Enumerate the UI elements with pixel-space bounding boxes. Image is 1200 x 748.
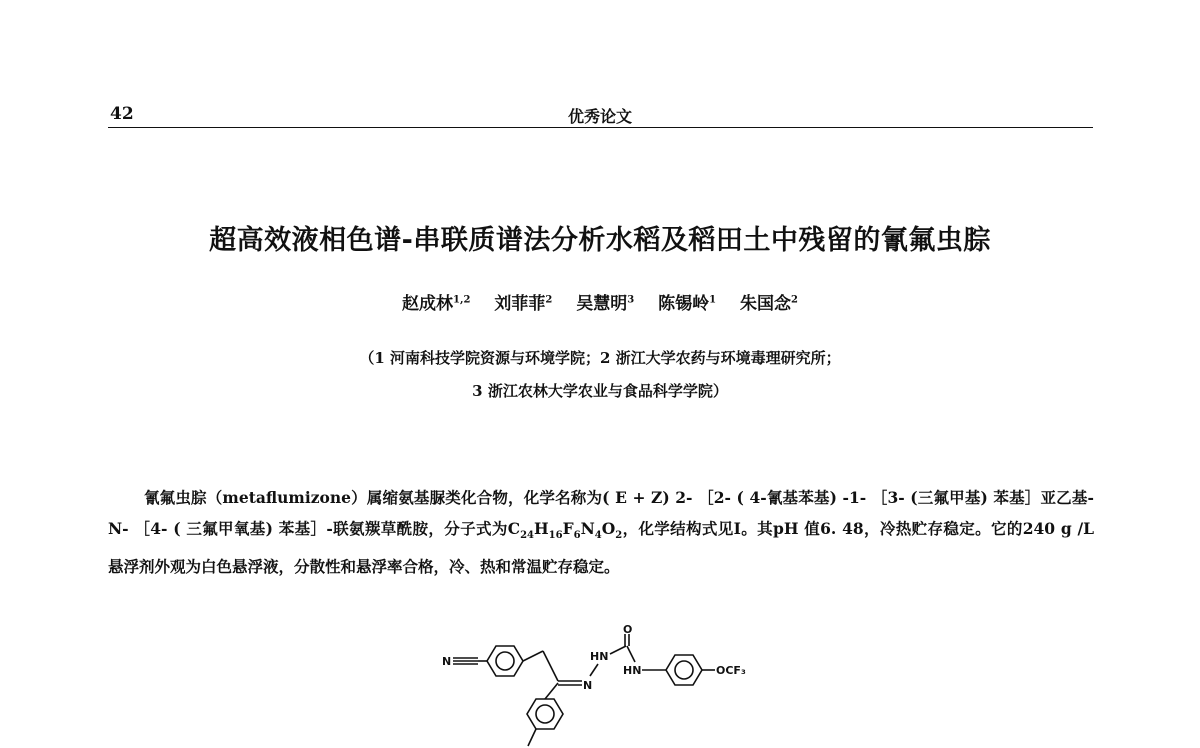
benzene-ring (487, 646, 523, 676)
running-header: 优秀论文 (567, 107, 632, 126)
bond (610, 646, 626, 654)
author (658, 294, 716, 314)
formula-element: F (562, 519, 574, 538)
bond (543, 651, 558, 681)
formula-element: O (601, 519, 616, 538)
author-affiliation-mark: 2 (791, 294, 798, 306)
author-list (0, 289, 1200, 314)
formula-subscript: 6 (573, 530, 581, 542)
author-name: 陈锡岭 (658, 294, 710, 314)
header-rule (108, 127, 1093, 128)
bond (545, 683, 558, 699)
bond (528, 729, 536, 746)
benzene-ring (666, 655, 702, 685)
article-title: 超高效液相色谱-串联质谱法分析水稻及稻田土中残留的氰氟虫腙 (209, 225, 991, 256)
author-name: 吴慧明 (576, 294, 628, 314)
carbonyl-o-label: O (623, 624, 633, 636)
ring-aromatic-circle (536, 705, 554, 723)
imine-n-label: N (583, 679, 593, 692)
author-name: 刘菲菲 (494, 294, 546, 314)
author (402, 294, 470, 314)
formula-element: H (534, 519, 549, 538)
body-paragraph (108, 482, 1094, 582)
benzene-ring (527, 699, 563, 729)
page-number: 42 (110, 104, 134, 124)
author-name: 赵成林 (402, 294, 454, 314)
paragraph-text: ，化学结构式见I。其pH 值6. 48，冷热贮存稳定。它的240 g /L 悬浮剂外观为白色悬浮液，分散性和悬浮率合格，冷、热和常温贮存稳定。 (108, 519, 1095, 577)
trifluoromethoxy-label: OCF₃ (716, 664, 746, 677)
formula-subscript: 4 (594, 530, 602, 542)
author-affiliation-mark: 3 (627, 294, 635, 306)
nitrile-n-label: N (442, 655, 452, 668)
affiliation-line-2: 3 浙江农林大学农业与食品科学学院） (472, 382, 728, 400)
bond (523, 651, 543, 661)
author-affiliation-mark: 1 (709, 294, 717, 306)
author-affiliation-mark: 2 (545, 294, 553, 306)
bond (627, 646, 635, 662)
ring-aromatic-circle (675, 661, 693, 679)
formula-subscript: 16 (548, 530, 563, 542)
bond (590, 664, 598, 676)
author (494, 294, 552, 314)
paragraph-text: 氰氟虫腙（metaflumizone）属缩氨基脲类化合物，化学名称为( E + Z) 2- ［2- ( 4-氰基苯基) -1- ［3- (三氟甲基) 苯基］亚乙基-N- ［4- ( 三氟甲氧基) 苯基］-联氨羰草酰胺，分子式为C (108, 488, 1094, 538)
author-name: 朱国念 (740, 294, 792, 314)
ring-aromatic-circle (496, 652, 514, 670)
formula-subscript: 2 (615, 530, 623, 542)
formula-element: N (580, 519, 595, 538)
author (576, 294, 634, 314)
formula-subscript: 24 (520, 530, 535, 542)
affiliation-line-1: （1 河南科技学院资源与环境学院；2 浙江大学农药与环境毒理研究所； (359, 349, 841, 367)
amide-nh-label: HN (623, 664, 642, 677)
author-affiliation-mark: 1,2 (453, 294, 471, 306)
chemical-structure-diagram (440, 624, 780, 748)
author (740, 294, 798, 314)
hydrazine-nh-label: HN (590, 650, 609, 663)
